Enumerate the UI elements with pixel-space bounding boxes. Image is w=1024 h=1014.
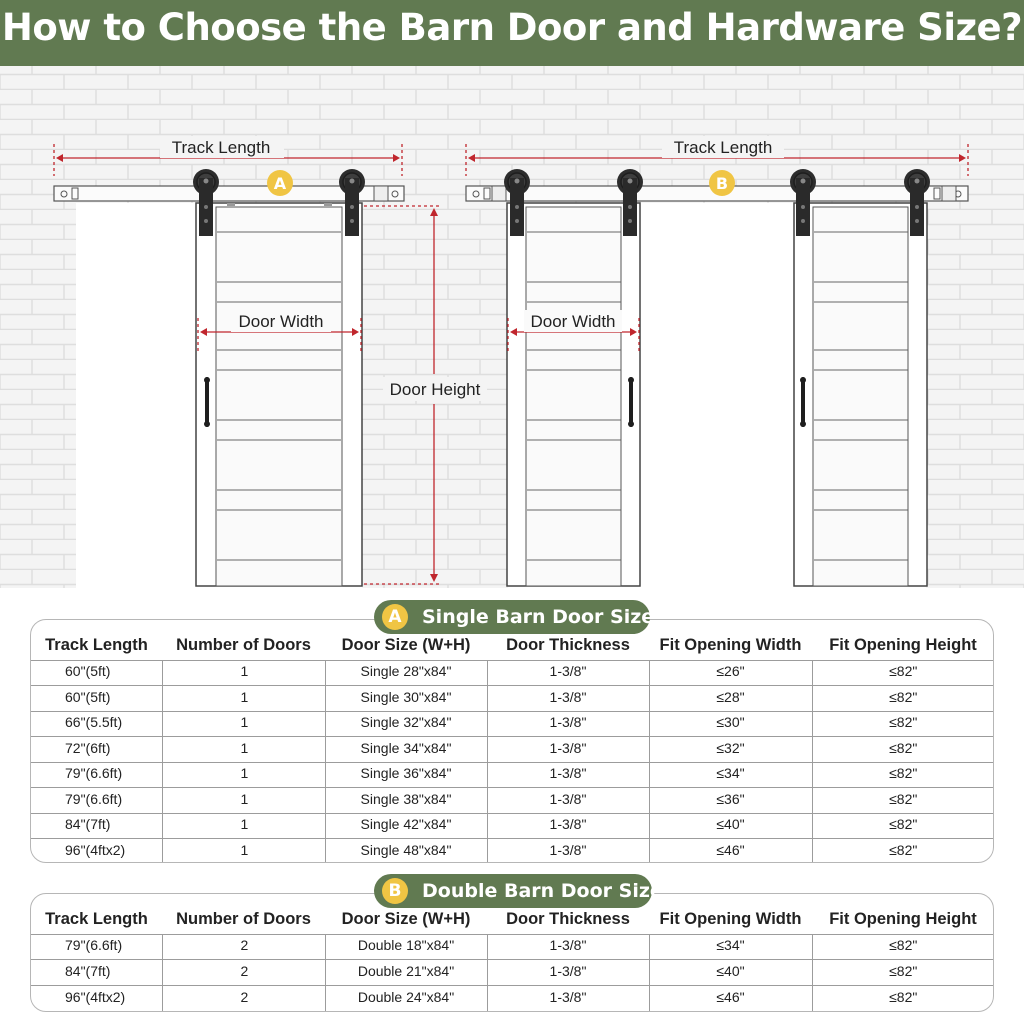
table-cell: 1	[162, 660, 325, 686]
table-cell: 2	[162, 960, 325, 986]
column-header: Fit Opening Height	[829, 636, 977, 655]
single-door-table	[30, 619, 994, 863]
table-cell: 72"(6ft)	[31, 737, 162, 763]
table-cell: 1-3/8"	[487, 960, 649, 986]
table-cell: Single 36"x84"	[325, 762, 487, 788]
table-cell: ≤46"	[649, 839, 812, 864]
table-cell: ≤46"	[649, 985, 812, 1011]
svg-text:A: A	[273, 174, 287, 193]
table-row	[31, 839, 994, 864]
table-row	[31, 788, 994, 814]
table-row	[31, 813, 994, 839]
table-cell: 1	[162, 788, 325, 814]
table-cell: ≤28"	[649, 686, 812, 712]
table-cell: 84"(7ft)	[31, 960, 162, 986]
table-row	[31, 934, 994, 960]
table-cell: ≤32"	[649, 737, 812, 763]
table-cell: Single 30"x84"	[325, 686, 487, 712]
table-cell: Single 34"x84"	[325, 737, 487, 763]
door-handle-icon	[629, 377, 633, 427]
table-cell: ≤82"	[812, 711, 994, 737]
door-handle-icon	[205, 377, 209, 427]
table-row	[31, 737, 994, 763]
table-cell: 60"(5ft)	[31, 686, 162, 712]
double-door-table	[30, 893, 994, 1012]
table-cell: ≤82"	[812, 660, 994, 686]
table-cell: ≤40"	[649, 960, 812, 986]
table-row	[31, 711, 994, 737]
table-cell: ≤82"	[812, 737, 994, 763]
column-header: Track Length	[45, 910, 148, 929]
table-cell: 1	[162, 813, 325, 839]
table-cell: 1	[162, 686, 325, 712]
column-header: Track Length	[45, 636, 148, 655]
table-cell: ≤36"	[649, 788, 812, 814]
table-cell: 79"(6.6ft)	[31, 762, 162, 788]
table-cell: ≤34"	[649, 934, 812, 960]
barn-door-illustration	[0, 66, 1024, 596]
table-cell: 1-3/8"	[487, 762, 649, 788]
door-height-label: Door Height	[389, 380, 481, 399]
table-cell: 1	[162, 737, 325, 763]
table-cell: 1-3/8"	[487, 813, 649, 839]
double-table-title: Double Barn Door Size	[422, 880, 663, 902]
column-header: Number of Doors	[176, 910, 311, 929]
table-cell: 1-3/8"	[487, 839, 649, 864]
table-cell: 1-3/8"	[487, 985, 649, 1011]
table-row	[31, 985, 994, 1011]
table-cell: 1	[162, 762, 325, 788]
table-cell: ≤82"	[812, 960, 994, 986]
table-cell: Single 42"x84"	[325, 813, 487, 839]
table-row	[31, 960, 994, 986]
table-cell: 66"(5.5ft)	[31, 711, 162, 737]
table-cell: 1-3/8"	[487, 934, 649, 960]
single-table-banner	[374, 600, 655, 634]
table-cell: 84"(7ft)	[31, 813, 162, 839]
table-cell: Single 38"x84"	[325, 788, 487, 814]
column-header: Fit Opening Width	[659, 910, 802, 929]
table-cell: 1-3/8"	[487, 788, 649, 814]
table-cell: ≤34"	[649, 762, 812, 788]
svg-text:B: B	[715, 174, 729, 193]
table-cell: 1-3/8"	[487, 686, 649, 712]
table-cell: 1	[162, 711, 325, 737]
single-table-title: Single Barn Door Size	[422, 606, 655, 628]
table-row	[31, 762, 994, 788]
table-cell: Double 21"x84"	[325, 960, 487, 986]
column-header: Door Size (W+H)	[341, 910, 471, 929]
badge-b-icon: B	[382, 878, 408, 904]
table-cell: 79"(6.6ft)	[31, 788, 162, 814]
table-cell: 60"(5ft)	[31, 660, 162, 686]
table-cell: 1	[162, 839, 325, 864]
track-length-label-a: Track Length	[171, 138, 271, 157]
column-header: Number of Doors	[176, 636, 311, 655]
door-width-label-b: Door Width	[530, 312, 616, 331]
table-cell: Double 18"x84"	[325, 934, 487, 960]
table-cell: 79"(6.6ft)	[31, 934, 162, 960]
track-length-label-b: Track Length	[673, 138, 773, 157]
table-cell: ≤82"	[812, 762, 994, 788]
table-cell: 1-3/8"	[487, 711, 649, 737]
badge-a-icon: A	[382, 604, 408, 630]
table-row	[31, 660, 994, 686]
column-header: Fit Opening Height	[829, 910, 977, 929]
table-cell: 2	[162, 934, 325, 960]
door-width-label-a: Door Width	[238, 312, 324, 331]
table-cell: ≤82"	[812, 686, 994, 712]
column-header: Door Size (W+H)	[341, 636, 471, 655]
door-handle-icon	[801, 377, 805, 427]
table-cell: ≤26"	[649, 660, 812, 686]
table-row	[31, 686, 994, 712]
table-cell: ≤82"	[812, 813, 994, 839]
table-cell: ≤82"	[812, 788, 994, 814]
table-cell: Single 28"x84"	[325, 660, 487, 686]
table-cell: Single 32"x84"	[325, 711, 487, 737]
table-cell: 96"(4ftx2)	[31, 839, 162, 864]
table-cell: 2	[162, 985, 325, 1011]
column-header: Door Thickness	[506, 636, 630, 655]
column-header: Door Thickness	[506, 910, 630, 929]
table-cell: 1-3/8"	[487, 660, 649, 686]
table-cell: 1-3/8"	[487, 737, 649, 763]
table-cell: Single 48"x84"	[325, 839, 487, 864]
double-table-banner	[374, 874, 663, 908]
table-cell: ≤40"	[649, 813, 812, 839]
table-cell: 96"(4ftx2)	[31, 985, 162, 1011]
table-cell: ≤82"	[812, 934, 994, 960]
table-cell: ≤82"	[812, 839, 994, 864]
table-cell: ≤30"	[649, 711, 812, 737]
page-title: How to Choose the Barn Door and Hardware Size?	[1, 6, 1023, 49]
table-cell: Double 24"x84"	[325, 985, 487, 1011]
table-cell: ≤82"	[812, 985, 994, 1011]
column-header: Fit Opening Width	[659, 636, 802, 655]
